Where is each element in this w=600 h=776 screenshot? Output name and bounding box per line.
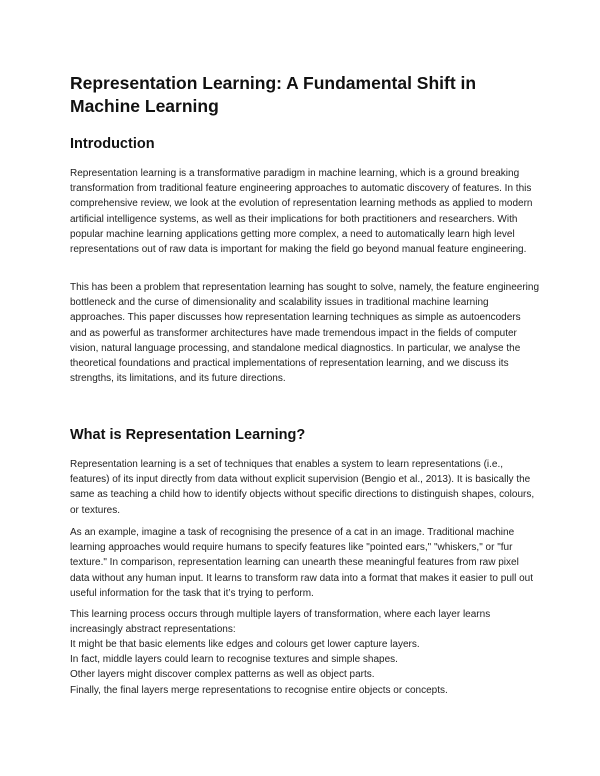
intro-paragraph-1: Representation learning is a transformative paradigm in machine learning, which is a ground breaking transformation from traditional feature engineering approaches to automatic discovery of features. In this comprehensive review, we look at the evolution of representation learning methods as applied to modern artificial intelligence systems, as well as their implications for both practitioners and researchers. With popular machine learning applications getting more complex, a need to automatically learn high level representations out of raw data is important for making the field go beyond manual feature engineering. [70,168,533,256]
what-is-paragraph-3: This learning process occurs through multiple layers of transformation, where each layer learns increasingly abstract representations: [70,609,491,636]
what-is-paragraph-1: Representation learning is a set of techniques that enables a system to learn representations (i.e., features) of its input directly from data without explicit supervision (Bengio et al., 2013). It is basically the same as teaching a child how to identify objects without specific directions to distinguish shapes, colours, or textures. [70,459,535,516]
list-item: Other layers might discover complex patterns as well as object parts. [70,669,375,681]
section-heading-introduction: Introduction [70,136,155,152]
section-heading-what-is: What is Representation Learning? [70,427,306,443]
document-title: Representation Learning: A Fundamental Shift in Machine Learning [70,73,477,116]
intro-paragraph-2: This has been a problem that representation learning has sought to solve, namely, the feature engineering bottleneck and the curse of dimensionality and scalability issues in traditional machine learning approaches. This paper discusses how representation learning techniques as simple as autoencoders and as powerful as transformer architectures have made tremendous impact in the fields of computer vision, natural language processing, and standalone medical diagnostics. In particular, we analyse the theoretical foundations and practical implementations of representation learning, and we discuss its strengths, its limitations, and its future directions. [70,282,539,385]
layer-list [70,637,540,698]
what-is-paragraph-2: As an example, imagine a task of recognising the presence of a cat in an image. Traditional machine learning approaches would require humans to specify features like "pointed ears," "whiskers," or "fur texture." In comparison, representation learning can unearth these meaningful features from raw pixel data without any human input. It learns to transform raw data into a format that makes it easier to pull out useful information for the task that it’s trying to perform. [70,527,534,599]
list-item: It might be that basic elements like edges and colours get lower capture layers. [70,639,420,650]
list-item: Finally, the final layers merge representations to recognise entire objects or concepts. [70,684,448,696]
list-item: In fact, middle layers could learn to recognise textures and simple shapes. [70,654,398,666]
